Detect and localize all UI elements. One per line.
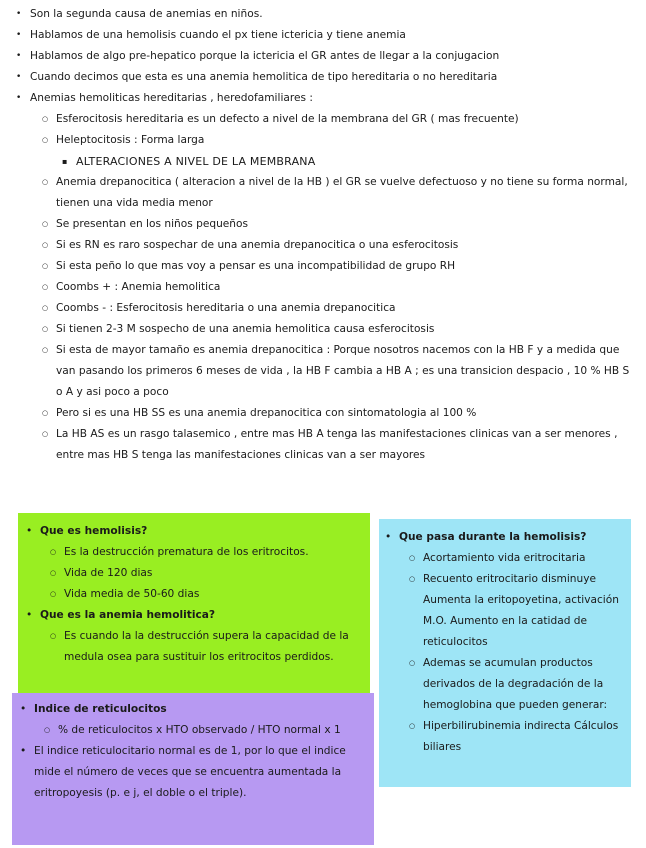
sub-list-item: ○ Coombs + : Anemia hemolitica (40, 277, 638, 298)
box-answer: ○ Vida de 120 dias (50, 563, 360, 584)
sub-list-item: ○ Pero si es una HB SS es una anemia drepanocitica con sintomatologia al 100 % (40, 403, 638, 424)
notes-main-list (14, 4, 638, 466)
box-answer: ○ Ademas se acumulan productos derivados de la degradación de la hemoglobina que pueden generar: (409, 653, 621, 716)
box-formula: ○ % de reticulocitos x HTO observado / HTO normal x 1 (44, 720, 364, 741)
list-item: • Hablamos de una hemolisis cuando el px tiene ictericia y tiene anemia (14, 25, 638, 46)
sub-list-item: ○ Coombs - : Esferocitosis hereditaria o una anemia drepanocitica (40, 298, 638, 319)
box-answer: ○ Hiperbilirubinemia indirecta Cálculos biliares (409, 716, 621, 758)
reticulocyte-index-box (12, 693, 374, 845)
sub-list-item: ○ Heleptocitosis : Forma larga (40, 130, 638, 151)
hemolysis-process-box (379, 519, 631, 787)
box-question: • Que pasa durante la hemolisis? (385, 527, 621, 548)
sub-list-item: ○ Si tienen 2-3 M sospecho de una anemia hemolitica causa esferocitosis (40, 319, 638, 340)
box-answer: ○ Es cuando la la destrucción supera la capacidad de la medula osea para sustituir los eritrocitos perdidos. (50, 626, 360, 668)
sub-list-item: ○ La HB AS es un rasgo talasemico , entre mas HB A tenga las manifestaciones clinicas van a ser menores , entre mas HB S tenga las manifestaciones clinicas van a ser mayores (40, 424, 638, 466)
sub-list-item: ○ Esferocitosis hereditaria es un defecto a nivel de la membrana del GR ( mas frecuente) (40, 109, 638, 130)
sub-list-item: ○ Anemia drepanocitica ( alteracion a nivel de la HB ) el GR se vuelve defectuoso y no tiene su forma normal, tienen una vida media menor (40, 172, 638, 214)
sub-list-item: ○ Se presentan en los niños pequeños (40, 214, 638, 235)
box-answer: ○ Acortamiento vida eritrocitaria (409, 548, 621, 569)
hemolysis-definition-box (18, 513, 370, 693)
box-answer: ○ Recuento eritrocitario disminuye Aumenta la eritopoyetina, activación M.O. Aumento en la catidad de reticulocitos (409, 569, 621, 653)
box-question: • Que es hemolisis? (26, 521, 360, 542)
box-question: • Que es la anemia hemolitica? (26, 605, 360, 626)
list-item: • Son la segunda causa de anemias en niños. (14, 4, 638, 25)
sub-list-item: ○ Si esta peño lo que mas voy a pensar es una incompatibilidad de grupo RH (40, 256, 638, 277)
list-item: • Cuando decimos que esta es una anemia hemolitica de tipo hereditaria o no hereditaria (14, 67, 638, 88)
box-question: • Indice de reticulocitos (20, 699, 364, 720)
box-answer: ○ Vida media de 50-60 dias (50, 584, 360, 605)
nested-list (40, 151, 638, 172)
sub-list-item: ○ Si esta de mayor tamaño es anemia drepanocitica : Porque nosotros nacemos con la HB F y a medida que van pasando los primeros 6 meses de vida , la HB F cambia a HB A ; es una transicion despacio , 10 % HB S o A y asi poco a poco (40, 340, 638, 403)
nested-list-item: ▪ ALTERACIONES A NIVEL DE LA MEMBRANA (62, 151, 638, 172)
hereditary-sublist (14, 109, 638, 466)
box-paragraph: • El indice reticulocitario normal es de 1, por lo que el indice mide el número de veces que se encuentra aumentada la eritropoyesis (p. e j, el doble o el triple). (20, 741, 364, 804)
box-answer: ○ Es la destrucción prematura de los eritrocitos. (50, 542, 360, 563)
list-item: • Hablamos de algo pre-hepatico porque la ictericia el GR antes de llegar a la conjugacion (14, 46, 638, 67)
sub-list-item: ○ Si es RN es raro sospechar de una anemia drepanocitica o una esferocitosis (40, 235, 638, 256)
list-item: • Anemias hemoliticas hereditarias , heredofamiliares : (14, 88, 638, 109)
